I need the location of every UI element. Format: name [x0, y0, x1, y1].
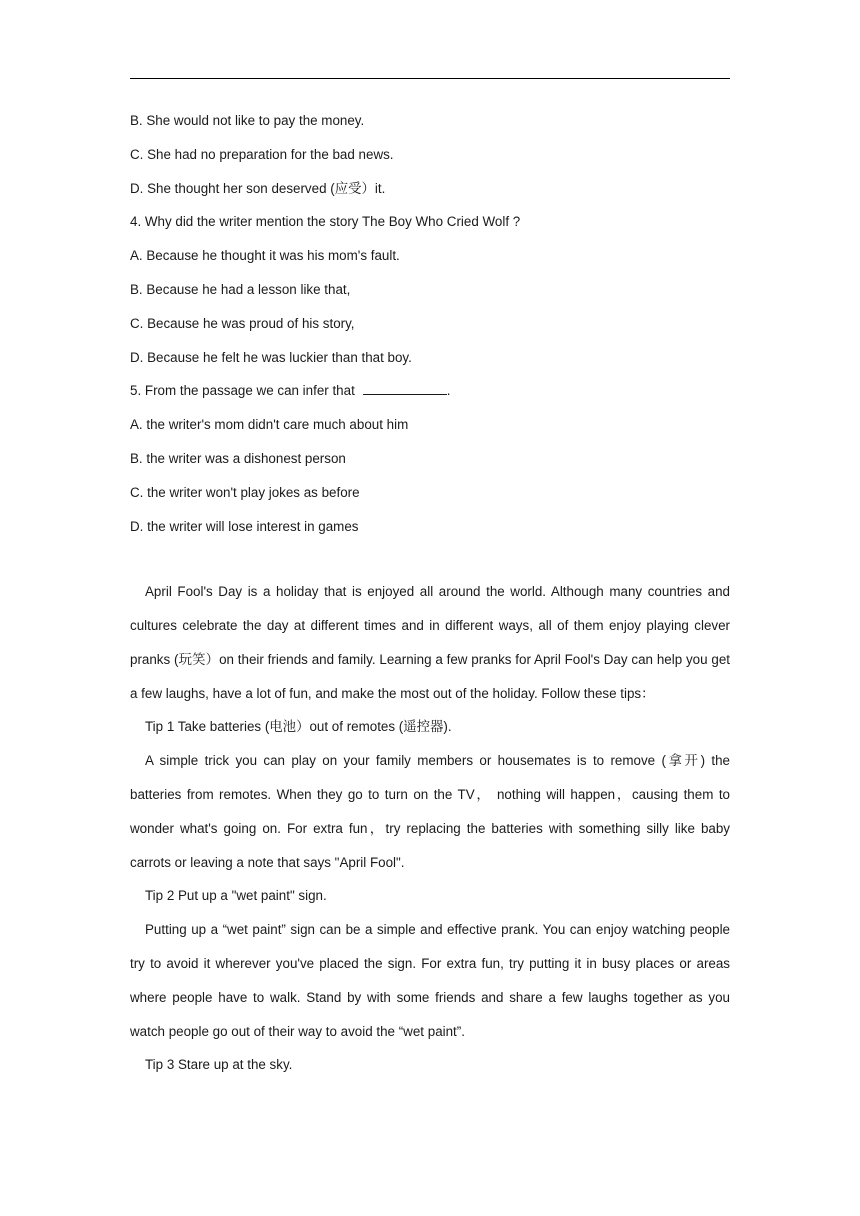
q4-option-c: C. Because he was proud of his story,: [130, 315, 355, 331]
q3-option-c: C. She had no preparation for the bad news.: [130, 146, 394, 162]
q5-stem: [130, 379, 730, 413]
tip1-title: Tip 1 Take batteries (电池）out of remotes (遥控器).: [145, 719, 452, 735]
q3-option-b: B. She would not like to pay the money.: [130, 113, 365, 128]
document-body: [130, 109, 730, 1082]
q4-stem: 4. Why did the writer mention the story The Boy Who Cried Wolf ?: [130, 214, 521, 230]
header-rule: [130, 78, 730, 79]
tip1-body: A simple trick you can play on your family members or housemates is to remove (拿开) the batteries from remotes. When they go to turn on the TV， nothing will happen，causing them to wonder what's going on. For extra fun，try replacing the batteries with something silly like baby carrots or leaving a note that says "April Fool".: [130, 753, 730, 870]
tip2-body: Putting up a “wet paint” sign can be a simple and effective prank. You can enjoy watching people try to avoid it wherever you've placed the sign. For extra fun, try putting it in busy places or areas where people have to walk. Stand by with some friends and share a few laughs together as you watch people go out of their way to avoid the “wet paint”.: [130, 922, 730, 1039]
q5-option-d: D. the writer will lose interest in games: [130, 518, 359, 534]
answer-blank: [363, 380, 447, 395]
q4-option-b: B. Because he had a lesson like that,: [130, 281, 351, 297]
passage-intro: April Fool's Day is a holiday that is enjoyed all around the world. Although many countries and cultures celebrate the day at different times and in different ways, all of them enjoy playing clever pranks (玩笑）on their friends and family. Learning a few pranks for April Fool's Day can help you get a few laughs, have a lot of fun, and make the most out of the holiday. Follow these tips：: [130, 584, 730, 701]
q5-option-b: B. the writer was a dishonest person: [130, 450, 346, 466]
q5-stem-end: .: [446, 383, 451, 399]
q5-option-a: A. the writer's mom didn't care much about him: [130, 417, 409, 433]
q3-option-d: D. She thought her son deserved (应受）it.: [130, 180, 386, 196]
q4-option-a: A. Because he thought it was his mom's fault.: [130, 248, 400, 264]
q4-option-d: D. Because he felt he was luckier than that boy.: [130, 349, 412, 365]
q5-stem-text: 5. From the passage we can infer that: [130, 383, 355, 399]
q5-option-c: C. the writer won't play jokes as before: [130, 484, 360, 500]
tip2-title: Tip 2 Put up a "wet paint" sign.: [145, 888, 327, 904]
tip3-title: Tip 3 Stare up at the sky.: [145, 1057, 293, 1073]
